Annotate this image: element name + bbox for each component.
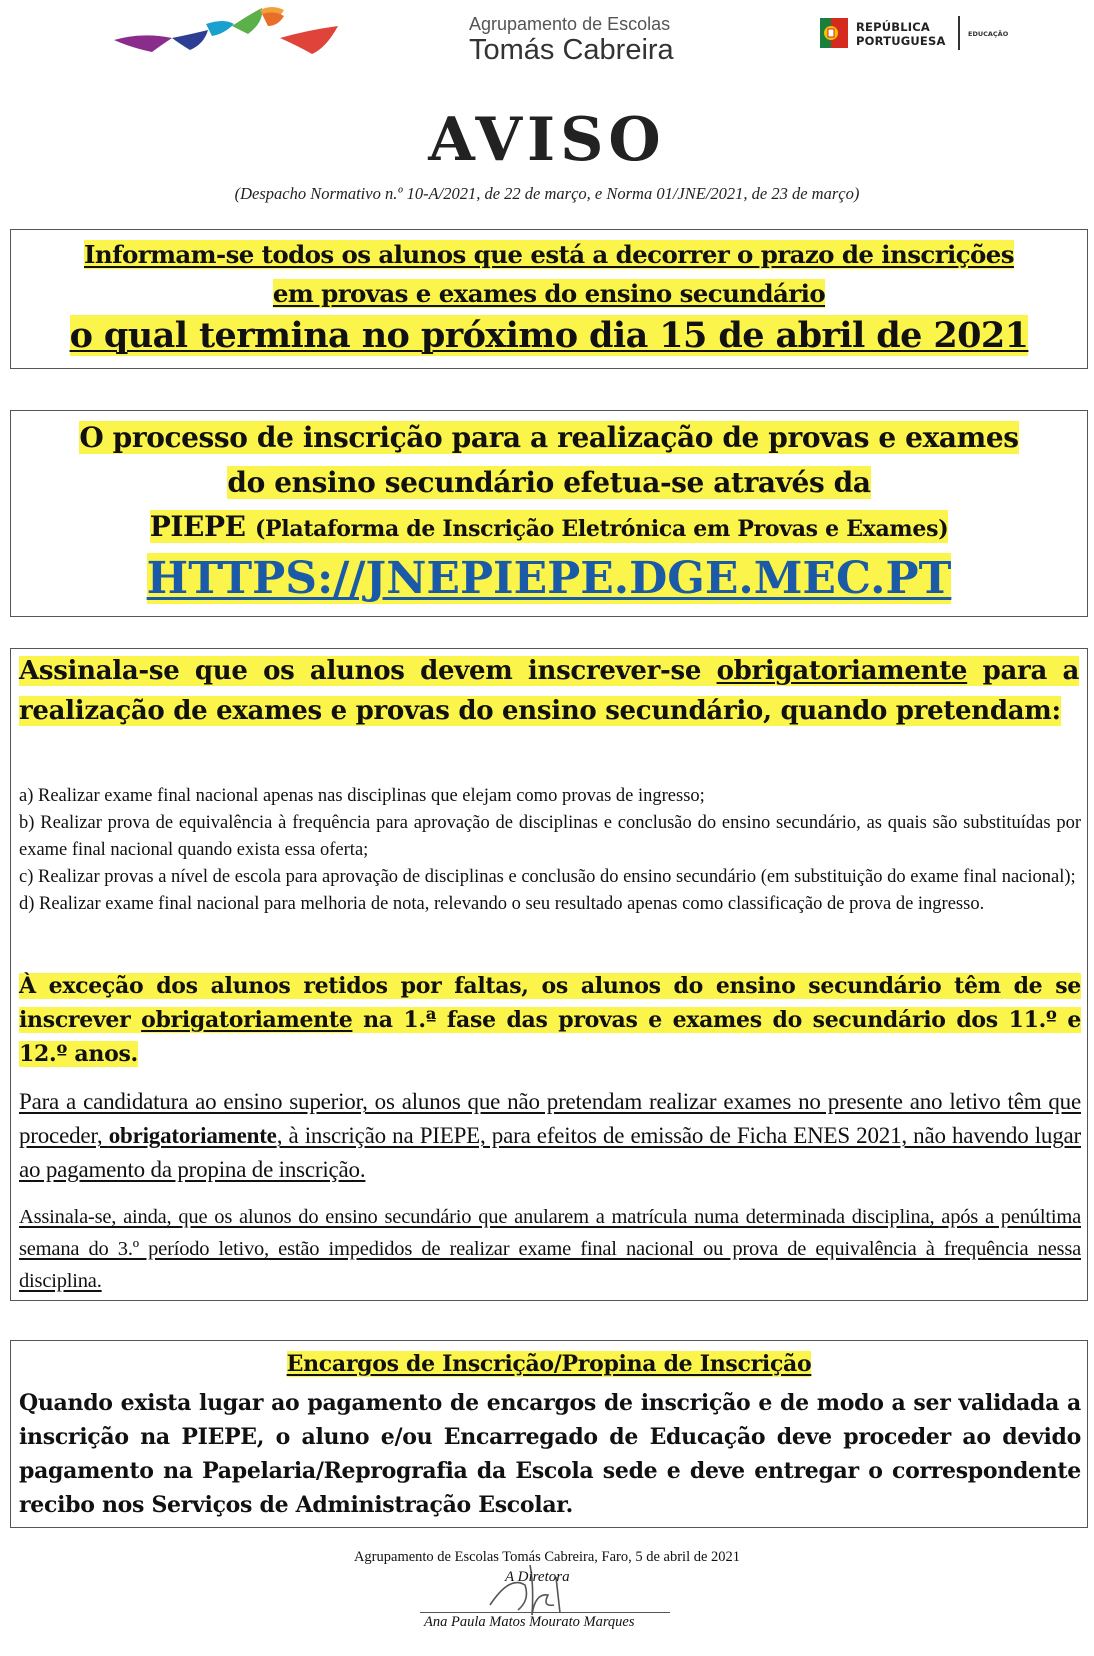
annulment-paragraph: [19, 1201, 1081, 1297]
logo-divider: [958, 16, 960, 50]
piepe-url[interactable]: [11, 553, 1087, 604]
higher-education-c: , à inscrição na PIEPE, para efeitos de emissão de Ficha ENES 2021, não havendo lugar ao pagamento da propina de inscrição.: [19, 1123, 1081, 1182]
first-phase-paragraph: [19, 969, 1081, 1071]
higher-education-a: Para a candidatura ao ensino superior, os alunos que não pretendam realizar exames no presente ano letivo têm que proceder,: [19, 1089, 1081, 1148]
deadline-line3: [11, 315, 1087, 356]
annulment-text: Assinala-se, ainda, que os alunos do ensino secundário que anularem a matrícula numa determinada disciplina, após a penúltima semana do 3.º período letivo, estão impedidos de realizar exame final nacional ou prova de equivalência à frequência nessa disciplina.: [19, 1206, 1081, 1292]
fees-title-text: Encargos de Inscrição/Propina de Inscrição: [286, 1351, 812, 1377]
ministry-label: EDUCAÇÃO: [968, 30, 1009, 38]
portugal-flag-icon: [820, 16, 848, 50]
higher-education-emphasis: obrigatoriamente: [108, 1123, 277, 1148]
deadline-line2: [11, 279, 1087, 308]
list-item: d) Realizar exame final nacional para melhoria de nota, relevando o seu resultado apenas como classificação de prova de ingresso.: [19, 894, 985, 914]
deadline-line2-text: em provas e exames do ensino secundário: [272, 279, 826, 308]
school-logo-strokes-icon: [112, 4, 352, 66]
republic-line2: PORTUGUESA: [856, 34, 946, 48]
fees-box: [10, 1340, 1088, 1528]
piepe-acronym: PIEPE: [149, 510, 246, 543]
first-phase-emphasis: obrigatoriamente: [141, 1007, 353, 1033]
process-line3: [11, 510, 1087, 543]
signature-line: [420, 1612, 670, 1613]
deadline-line1: [11, 240, 1087, 269]
page-header: [0, 0, 1094, 75]
list-item: b) Realizar prova de equivalência à frequência para aprovação de disciplinas e conclusão do ensino secundário, as quais são substituídas por exame final nacional quando exista essa oferta;: [19, 813, 1081, 860]
process-line2-text: do ensino secundário efetua-se através da: [227, 466, 871, 499]
list-item: c) Realizar provas a nível de escola para aprovação de disciplinas e conclusão do ensino secundário (em substituição do exame final nacional);: [19, 867, 1076, 887]
list-item: a) Realizar exame final nacional apenas nas disciplinas que elejam como provas de ingresso;: [19, 786, 705, 806]
piepe-url-link[interactable]: HTTPS://JNEPIEPE.DGE.MEC.PT: [146, 553, 952, 604]
first-phase-c: na 1.ª fase das provas e exames do secundário dos 11.º e 12.º anos.: [19, 1007, 1082, 1067]
deadline-line1-text: Informam-se todos os alunos que está a decorrer o prazo de inscrições: [84, 240, 1014, 269]
first-phase-a: À exceção dos alunos retidos por faltas, os alunos do ensino secundário têm de se inscrever: [19, 973, 1081, 1033]
piepe-full-name: (Plataforma de Inscrição Eletrónica em Provas e Exames): [254, 516, 949, 542]
place-date: Agrupamento de Escolas Tomás Cabreira, Faro, 5 de abril de 2021: [353, 1549, 741, 1565]
process-line1-text: O processo de inscrição para a realização de provas e exames: [79, 421, 1019, 454]
school-logo: [112, 4, 674, 66]
signatory-name: Ana Paula Matos Mourato Marques: [424, 1614, 635, 1630]
school-name-line1: Agrupamento de Escolas: [469, 14, 671, 34]
higher-education-paragraph: [19, 1085, 1081, 1187]
signature-role: A Diretora: [505, 1569, 570, 1585]
requirements-intro-c: para a realização de exames e provas do ensino secundário, quando pretendam:: [19, 656, 1079, 726]
page-title: AVISO: [428, 105, 666, 175]
requirements-intro-a: Assinala-se que os alunos devem inscrever-se: [19, 656, 702, 686]
page-subtitle: (Despacho Normativo n.º 10-A/2021, de 22 de março, e Norma 01/JNE/2021, de 23 de março): [234, 184, 860, 203]
requirements-intro-emphasis: obrigatoriamente: [716, 656, 968, 686]
process-line2: [11, 466, 1087, 499]
deadline-date-text: o qual termina no próximo dia 15 de abril de 2021: [69, 315, 1029, 356]
requirements-list: [19, 783, 1081, 918]
deadline-box: [10, 229, 1088, 369]
school-name-line2: Tomás Cabreira: [469, 34, 674, 66]
republic-line1: REPÚBLICA: [856, 20, 930, 34]
fees-title: [11, 1351, 1087, 1377]
process-line1: [11, 421, 1087, 454]
fees-body: Quando exista lugar ao pagamento de encargos de inscrição e de modo a ser validada a inscrição na PIEPE, o aluno e/ou Encarregado de Educação deve proceder ao devido pagamento na Papelaria/Reprografia da Escola sede e deve entregar o correspondente recibo nos Serviços de Administração Escolar.: [19, 1390, 1081, 1518]
requirements-intro: [19, 651, 1079, 731]
requirements-box: [10, 648, 1088, 1301]
republic-logo: [820, 14, 1020, 54]
process-box: [10, 410, 1088, 617]
